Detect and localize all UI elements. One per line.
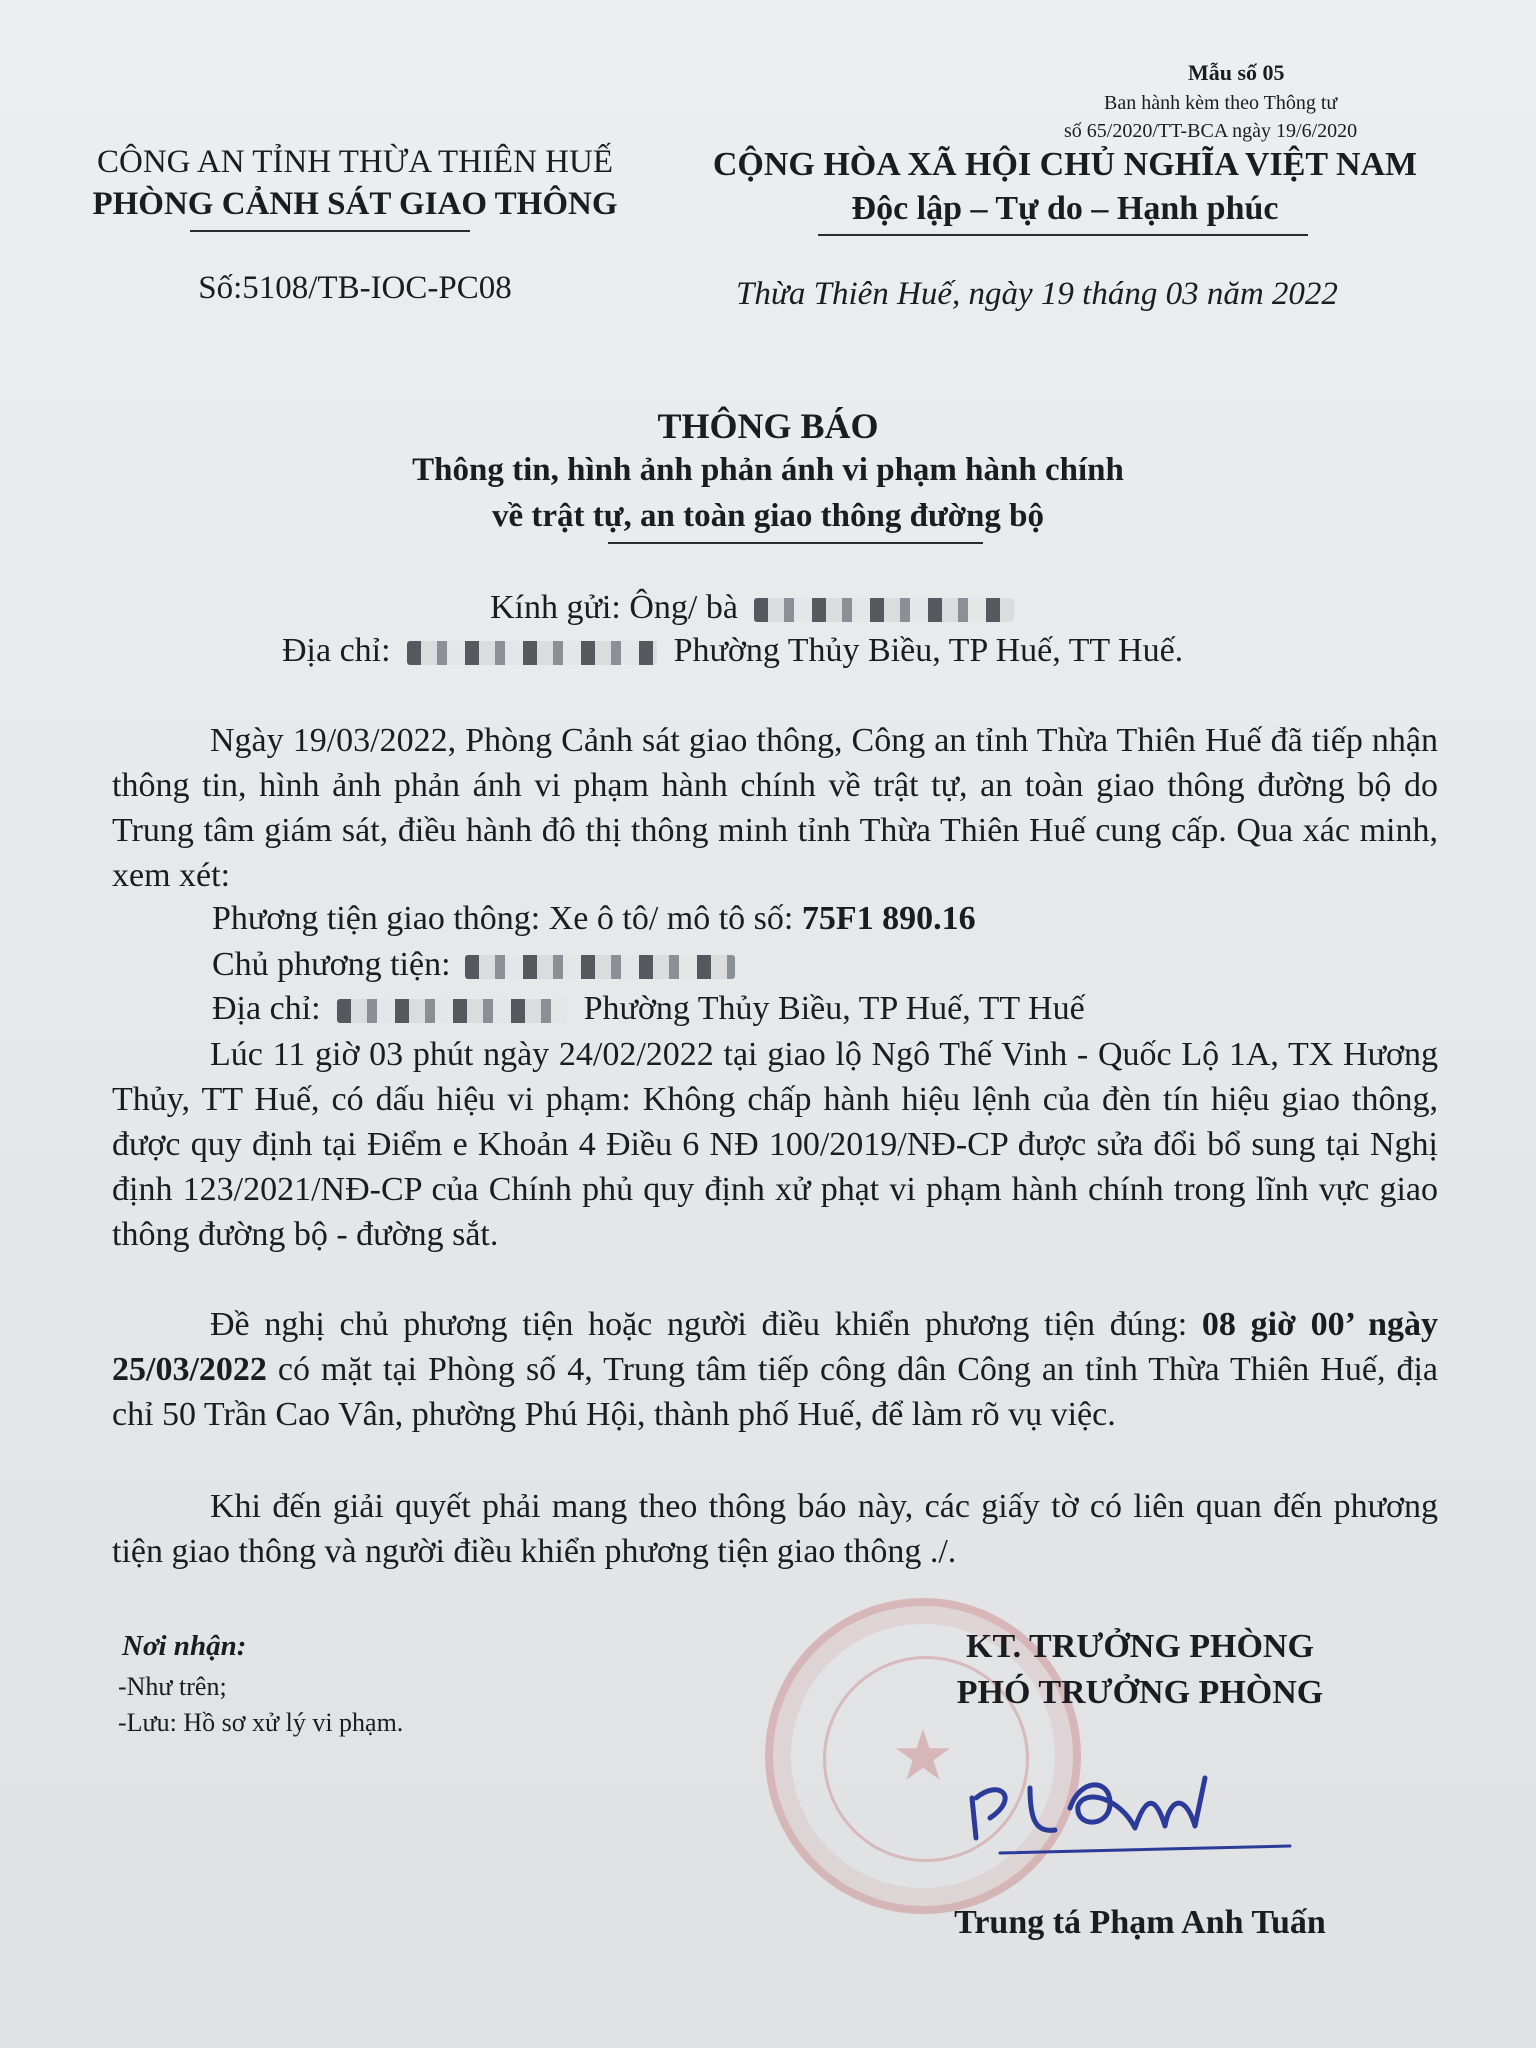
document-subtitle-1: Thông tin, hình ảnh phản ánh vi phạm hành chính: [412, 452, 1124, 488]
form-circular-line: số 65/2020/TT-BCA ngày 19/6/2020: [1064, 120, 1358, 142]
vehicle-plate: 75F1 890.16: [801, 900, 976, 937]
paragraph-request: [112, 1302, 1438, 1437]
motto-underline: [818, 234, 1308, 236]
address-tail: Phường Thủy Biều, TP Huế, TT Huế.: [673, 632, 1184, 669]
country-name: CỘNG HÒA XÃ HỘI CHỦ NGHĨA VIỆT NAM: [712, 146, 1418, 183]
recipients-title: Nơi nhận:: [122, 1630, 247, 1662]
signer-name: Trung tá Phạm Anh Tuấn: [954, 1904, 1326, 1941]
document-subtitle-2: về trật tự, an toàn giao thông đường bộ: [491, 498, 1044, 534]
form-issued-line: Ban hành kèm theo Thông tư: [1104, 92, 1338, 114]
paragraph-intro: Ngày 19/03/2022, Phòng Cảnh sát giao thông, Công an tỉnh Thừa Thiên Huế đã tiếp nhận thông tin, hình ảnh phản ánh vi phạm hành chính về trật tự, an toàn giao thông đường bộ do Trung tâm giám sát, điều hành đô thị thông minh tỉnh Thừa Thiên Huế cung cấp. Qua xác minh, xem xét:: [112, 722, 1438, 894]
owner-address-label: Địa chỉ:: [212, 990, 321, 1027]
vehicle-line: [212, 896, 976, 942]
document-date: Thừa Thiên Huế, ngày 19 tháng 03 năm 2022: [736, 276, 1338, 312]
recipient-greeting: [490, 585, 1014, 631]
owner-address-line: [212, 986, 1085, 1032]
document-number: Số:5108/TB-IOC-PC08: [198, 270, 512, 306]
issuing-dept: PHÒNG CẢNH SÁT GIAO THÔNG: [92, 186, 618, 222]
signature-title-2: PHÓ TRƯỞNG PHÒNG: [956, 1674, 1324, 1711]
handwritten-signature: [960, 1738, 1300, 1868]
recipient-item-2: -Lưu: Hồ sơ xử lý vi phạm.: [118, 1708, 404, 1737]
national-motto: Độc lập – Tự do – Hạnh phúc: [851, 190, 1279, 227]
recipient-item-1: -Như trên;: [118, 1672, 227, 1701]
paragraph-violation: Lúc 11 giờ 03 phút ngày 24/02/2022 tại giao lộ Ngô Thế Vinh - Quốc Lộ 1A, TX Hương Thủy, TT Huế, có dấu hiệu vi phạm: Không chấp hành hiệu lệnh của đèn tín hiệu giao thông, được quy định tại Điểm e Khoản 4 Điều 6 NĐ 100/2019/NĐ-CP được sửa đổi bổ sung tại Nghị định 123/2021/NĐ-CP của Chính phủ quy định xử phạt vi phạm hành chính trong lĩnh vực giao thông đường bộ - đường sắt.: [112, 1036, 1438, 1253]
request-end: có mặt tại Phòng số 4, Trung tâm tiếp công dân Công an tỉnh Thừa Thiên Huế, địa chỉ 50 Trần Cao Vân, phường Phú Hội, thành phố Huế, để làm rõ vụ việc.: [112, 1351, 1438, 1433]
redacted-address: [407, 641, 657, 665]
star-icon: ★: [891, 1718, 955, 1796]
greeting-text: Kính gửi: Ông/ bà: [490, 589, 738, 626]
paragraph-closing: Khi đến giải quyết phải mang theo thông báo này, các giấy tờ có liên quan đến phương tiện giao thông và người điều khiển phương tiện giao thông ./.: [112, 1488, 1438, 1570]
recipient-address: [282, 628, 1183, 674]
form-number: Mẫu số 05: [1188, 60, 1285, 85]
vehicle-label: Phương tiện giao thông: Xe ô tô/ mô tô số:: [212, 900, 794, 937]
issuing-org: CÔNG AN TỈNH THỪA THIÊN HUẾ: [96, 144, 613, 180]
address-label: Địa chỉ:: [282, 632, 391, 669]
title-underline: [608, 542, 983, 544]
redacted-owner-address: [337, 999, 567, 1023]
redacted-name: [754, 598, 1014, 622]
document-title: THÔNG BÁO: [657, 406, 879, 446]
owner-line: [212, 942, 735, 988]
appointment-time: 08 giờ 00’ ngày 25/03/2022: [112, 1306, 1438, 1388]
dept-underline: [190, 230, 470, 232]
owner-address-tail: Phường Thủy Biều, TP Huế, TT Huế: [583, 990, 1085, 1027]
request-start: Đề nghị chủ phương tiện hoặc người điều khiển phương tiện đúng:: [210, 1306, 1188, 1343]
signature-title-1: KT. TRƯỞNG PHÒNG: [966, 1628, 1314, 1665]
owner-label: Chủ phương tiện:: [212, 946, 451, 983]
redacted-owner: [465, 955, 735, 979]
